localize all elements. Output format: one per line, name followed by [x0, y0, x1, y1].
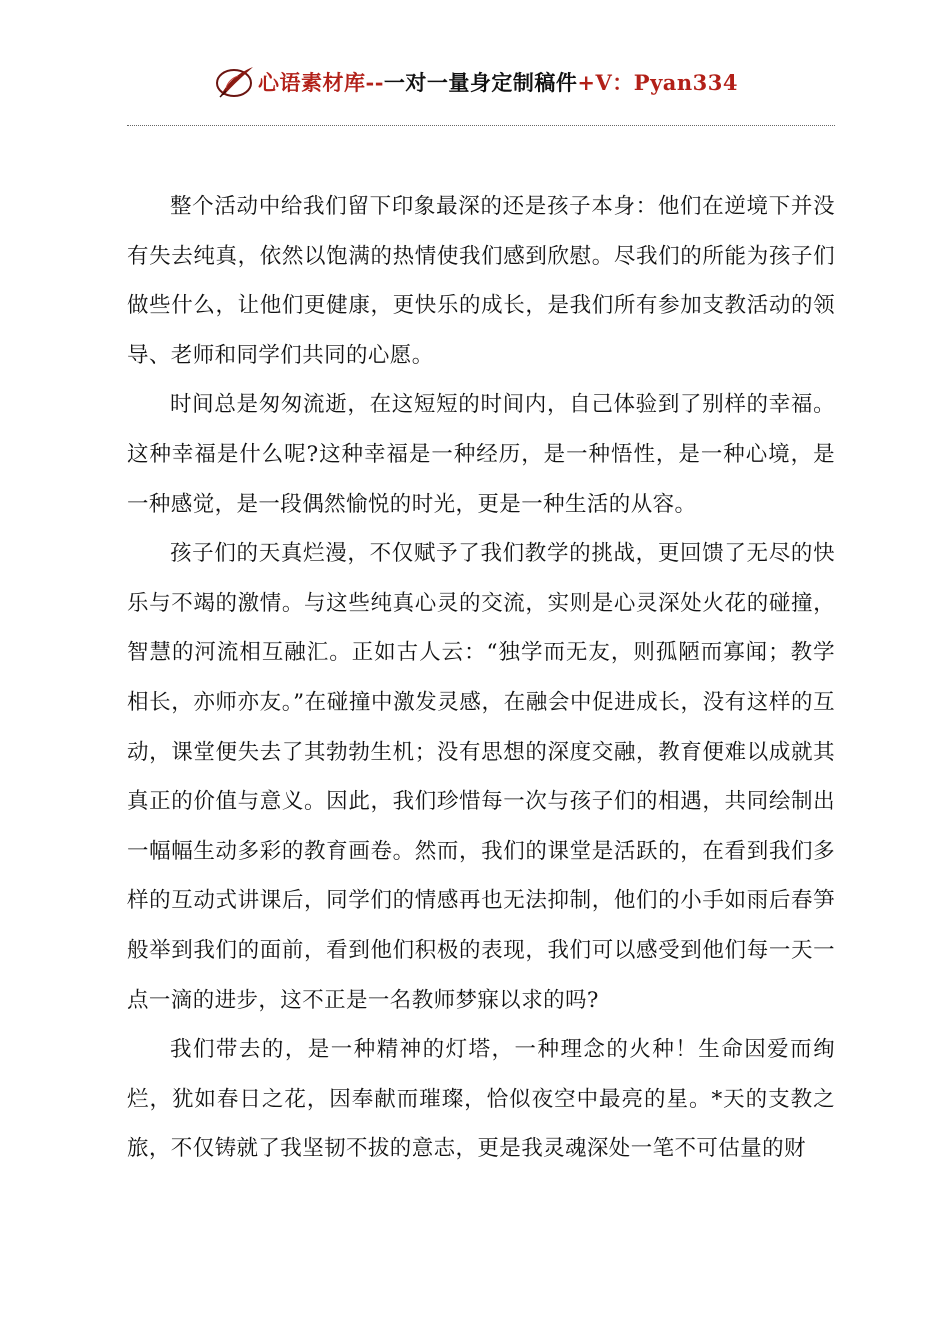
paragraph: 整个活动中给我们留下印象最深的还是孩子本身：他们在逆境下并没有失去纯真，依然以饱满的热情使我们感到欣慰。尽我们的所能为孩子们做些什么，让他们更健康，更快乐的成长，是我们所有参加支教活动的领导、老师和同学们共同的心愿。 — [127, 194, 835, 368]
brand-name: 心语素材库 — [257, 70, 366, 95]
paragraph: 孩子们的天真烂漫，不仅赋予了我们教学的挑战，更回馈了无尽的快乐与不竭的激情。与这些纯真心灵的交流，实则是心灵深处火花的碰撞，智慧的河流相互融汇。正如古人云：“独学而无友，则孤陋而寡闻；教学相长，亦师亦友。”在碰撞中激发灵感，在融会中促进成长，没有这样的互动，课堂便失去了其勃勃生机；没有思想的深度交融，教育便难以成就其真正的价值与意义。因此，我们珍惜每一次与孩子们的相遇，共同绘制出一幅幅生动多彩的教育画卷。然而，我们的课堂是活跃的，在看到我们多样的互动式讲课后，同学们的情感再也无法抑制，他们的小手如雨后春笋般举到我们的面前，看到他们积极的表现，我们可以感受到他们每一天一点一滴的进步，这不正是一名教师梦寐以求的吗? — [127, 541, 835, 1013]
quill-logo-icon — [212, 62, 256, 102]
header-tagline: 一对一量身定制稿件 — [383, 70, 578, 95]
paragraph: 时间总是匆匆流逝，在这短短的时间内，自己体验到了别样的幸福。这种幸福是什么呢?这种幸福是一种经历，是一种悟性，是一种心境，是一种感觉，是一段偶然愉悦的时光，更是一种生活的从容。 — [127, 392, 835, 517]
document-body — [127, 182, 835, 1174]
page-header — [0, 62, 950, 102]
header-divider — [127, 125, 835, 126]
header-separator: -- — [365, 70, 384, 95]
header-contact: +V：Pyan334 — [577, 70, 739, 95]
header-title — [258, 67, 738, 97]
paragraph: 我们带去的，是一种精神的灯塔，一种理念的火种！生命因爱而绚烂，犹如春日之花，因奉献而璀璨，恰似夜空中最亮的星。*天的支教之旅，不仅铸就了我坚韧不拔的意志，更是我灵魂深处一笔不可估量的财 — [127, 1037, 835, 1162]
